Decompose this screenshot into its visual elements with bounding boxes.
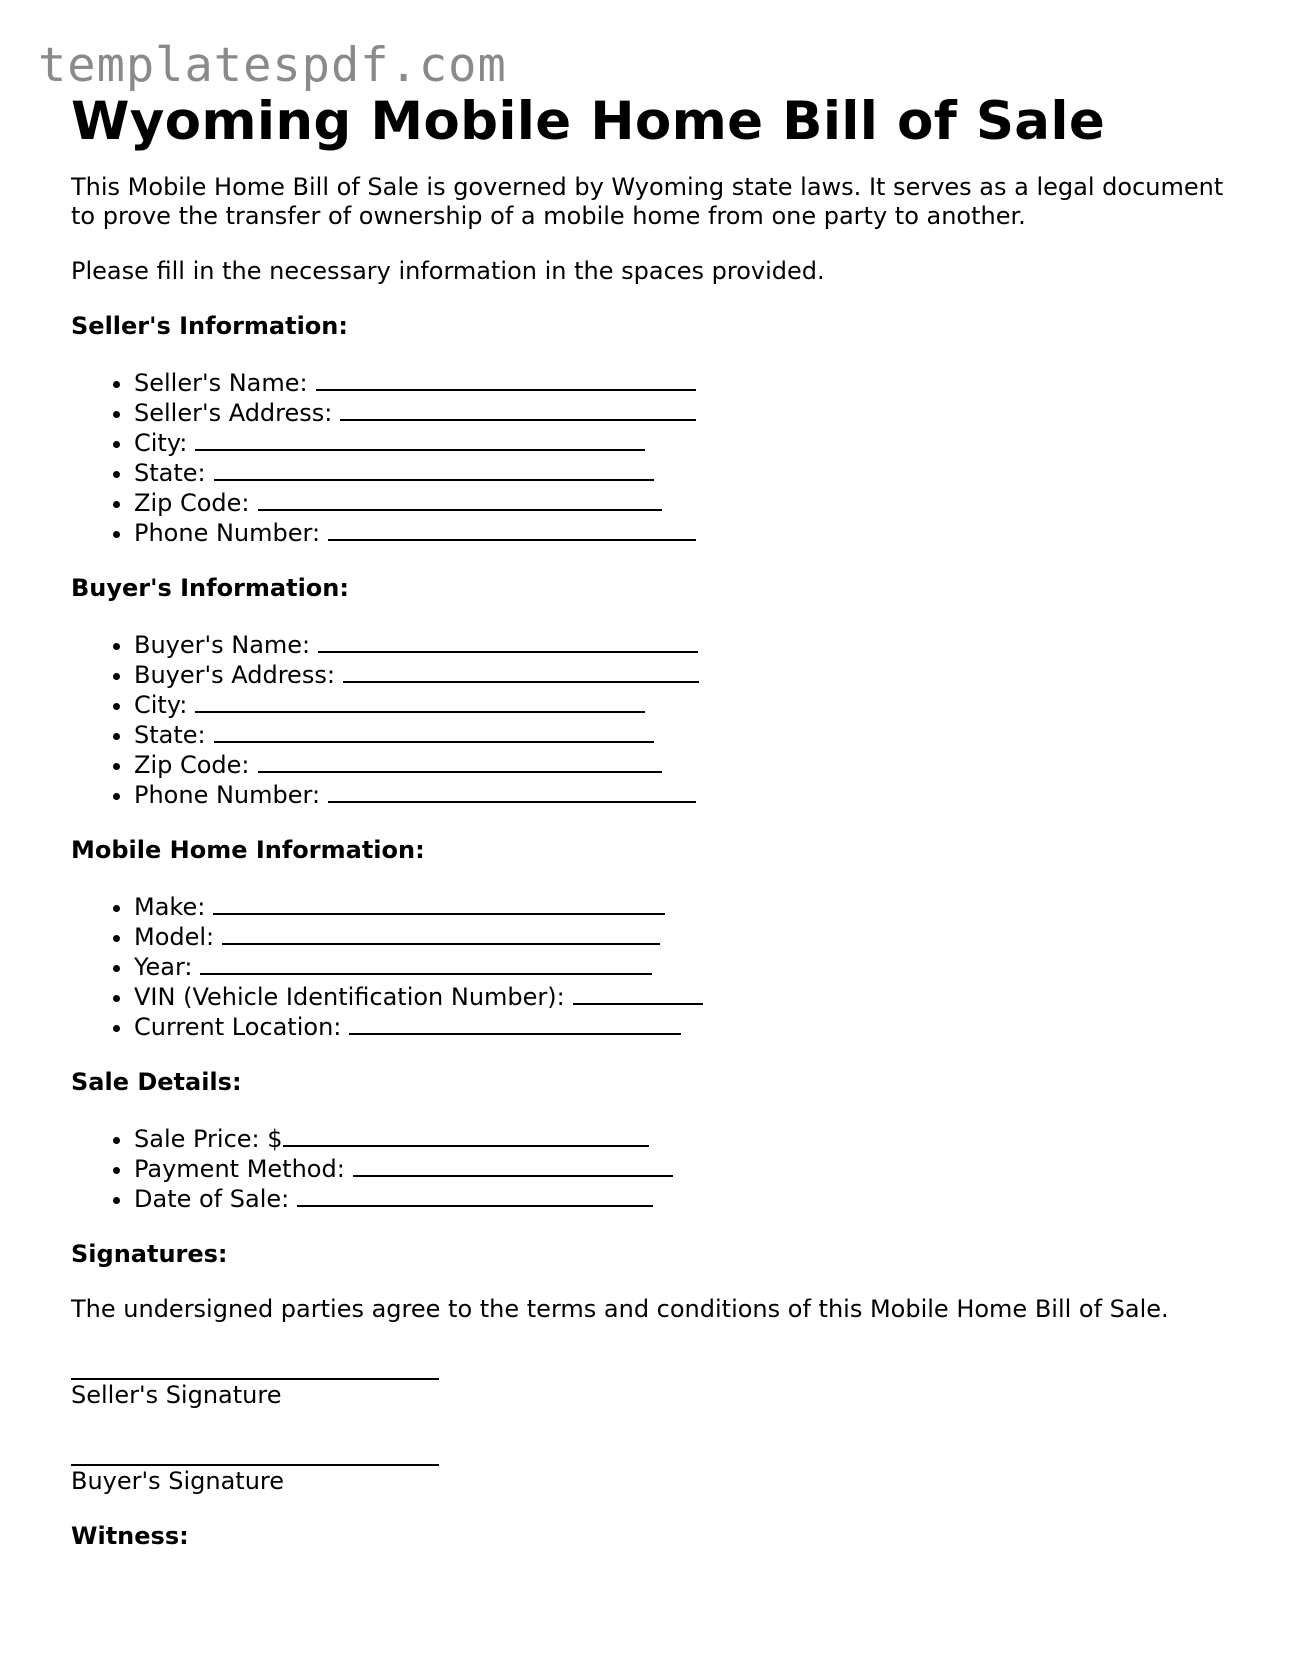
mobile-home-section-heading: Mobile Home Information: [71,836,425,864]
seller-zip-field[interactable] [134,488,1251,518]
model-field[interactable] [134,922,1251,952]
vin-field[interactable] [134,982,1251,1012]
field-label: City: [134,691,188,719]
make-field[interactable] [134,892,1251,922]
field-label: VIN (Vehicle Identification Number): [134,983,565,1011]
blank-line[interactable] [297,1185,653,1207]
buyer-section-heading: Buyer's Information: [71,574,349,602]
blank-line[interactable] [573,983,703,1005]
blank-line[interactable] [318,631,698,653]
buyer-signature-label: Buyer's Signature [71,1467,285,1495]
document-page [71,88,1251,1551]
field-label: Zip Code: [134,489,250,517]
field-label: Model: [134,923,215,951]
seller-signature-label: Seller's Signature [71,1381,282,1409]
field-label: Seller's Name: [134,369,308,397]
blank-line[interactable] [258,751,662,773]
buyer-field-list [71,630,1251,810]
year-field[interactable] [134,952,1251,982]
blank-line[interactable] [200,953,652,975]
field-label: Buyer's Address: [134,661,335,689]
buyer-phone-field[interactable] [134,780,1251,810]
field-label: Year: [134,953,193,981]
blank-line[interactable] [195,429,645,451]
seller-field-list [71,368,1251,548]
seller-address-field[interactable] [134,398,1251,428]
field-label: State: [134,459,206,487]
blank-line[interactable] [222,923,660,945]
payment-method-field[interactable] [134,1154,1251,1184]
field-label: Current Location: [134,1013,342,1041]
mobile-home-field-list [71,892,1251,1042]
sale-price-field[interactable] [134,1124,1251,1154]
date-of-sale-field[interactable] [134,1184,1251,1214]
buyer-state-field[interactable] [134,720,1251,750]
field-label: Phone Number: [134,519,321,547]
blank-line[interactable] [316,369,696,391]
field-label: Date of Sale: [134,1185,290,1213]
blank-line[interactable] [258,489,662,511]
intro-paragraph: This Mobile Home Bill of Sale is governed by Wyoming state laws. It serves as a legal document to prove the transfer of ownership of a mobile home from one party to another. [71,173,1224,230]
blank-line[interactable] [214,459,654,481]
field-label: Zip Code: [134,751,250,779]
field-label: Seller's Address: [134,399,333,427]
buyer-zip-field[interactable] [134,750,1251,780]
blank-line[interactable] [353,1155,673,1177]
blank-line[interactable] [213,893,665,915]
blank-line[interactable] [328,781,696,803]
buyer-city-field[interactable] [134,690,1251,720]
current-location-field[interactable] [134,1012,1251,1042]
blank-line[interactable] [195,691,645,713]
blank-line[interactable] [349,1013,681,1035]
blank-line[interactable] [340,399,696,421]
document-title: Wyoming Mobile Home Bill of Sale [71,91,1106,152]
instruction-paragraph: Please fill in the necessary information in the spaces provided. [71,257,825,285]
field-label: Buyer's Name: [134,631,311,659]
field-label: State: [134,721,206,749]
signatures-section-heading: Signatures: [71,1240,228,1268]
field-label: Payment Method: [134,1155,345,1183]
buyer-address-field[interactable] [134,660,1251,690]
blank-line[interactable] [343,661,699,683]
seller-state-field[interactable] [134,458,1251,488]
seller-signature-block [71,1350,1251,1410]
seller-signature-line[interactable] [71,1350,439,1380]
signatures-statement: The undersigned parties agree to the terms and conditions of this Mobile Home Bill of Sale. [71,1295,1169,1323]
witness-section-heading: Witness: [71,1522,189,1550]
sale-field-list [71,1124,1251,1214]
blank-line[interactable] [283,1125,649,1147]
field-label: City: [134,429,188,457]
seller-name-field[interactable] [134,368,1251,398]
watermark-text: templatespdf.com [38,38,507,93]
field-label: Phone Number: [134,781,321,809]
buyer-signature-block [71,1436,1251,1496]
field-label: Sale Price: $ [134,1125,283,1153]
blank-line[interactable] [328,519,696,541]
blank-line[interactable] [214,721,654,743]
buyer-name-field[interactable] [134,630,1251,660]
field-label: Make: [134,893,206,921]
seller-city-field[interactable] [134,428,1251,458]
seller-section-heading: Seller's Information: [71,312,348,340]
sale-section-heading: Sale Details: [71,1068,242,1096]
buyer-signature-line[interactable] [71,1436,439,1466]
seller-phone-field[interactable] [134,518,1251,548]
